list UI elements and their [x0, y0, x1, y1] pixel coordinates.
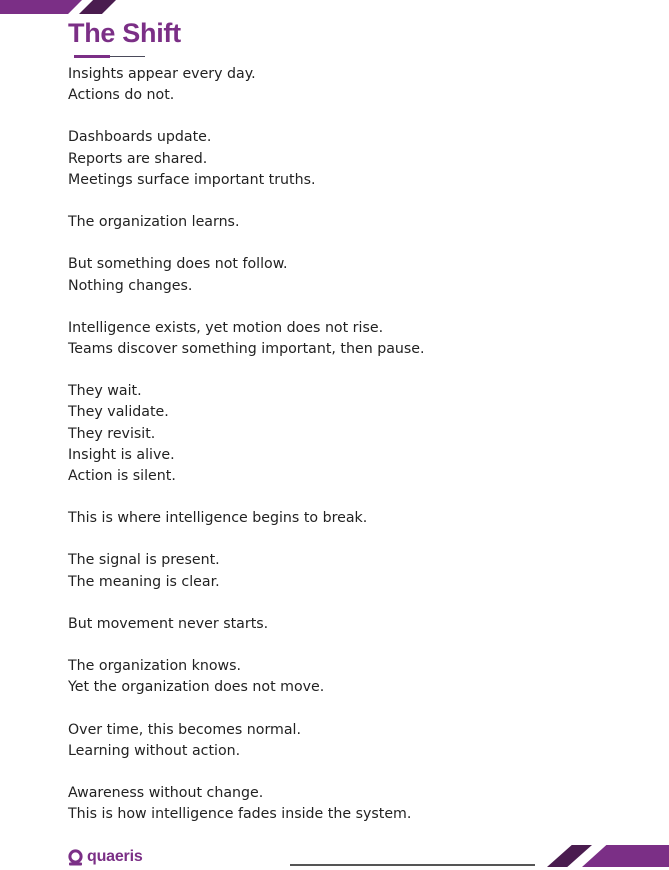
text-line: This is where intelligence begins to break.: [68, 510, 368, 527]
quaeris-q-logo-icon: [67, 849, 84, 866]
text-line: Over time, this becomes normal.: [68, 721, 301, 738]
text-line: Actions do not.: [68, 87, 175, 104]
text-line: The organization learns.: [68, 214, 240, 231]
text-line: The signal is present.: [68, 552, 220, 569]
text-line: Dashboards update.: [68, 129, 212, 146]
paragraph: [68, 720, 628, 762]
paragraph: [68, 656, 628, 698]
top-left-brand-stripe: [79, 0, 116, 14]
paragraph: [68, 127, 628, 190]
paragraph: [68, 508, 628, 529]
text-line: They revisit.: [68, 425, 156, 442]
text-line: The organization knows.: [68, 658, 242, 675]
logo-text: quaeris: [87, 848, 143, 865]
text-line: Reports are shared.: [68, 150, 208, 167]
paragraph: [68, 254, 628, 296]
text-line: Intelligence exists, yet motion does not rise.: [68, 319, 384, 336]
paragraph: [68, 550, 628, 592]
text-line: Learning without action.: [68, 742, 241, 759]
paragraph: [68, 318, 628, 360]
text-line: Teams discover something important, then pause.: [68, 340, 425, 357]
text-line: Yet the organization does not move.: [68, 679, 325, 696]
top-left-brand-band: [0, 0, 82, 14]
text-line: This is how intelligence fades inside the system.: [68, 806, 412, 823]
text-line: Insights appear every day.: [68, 66, 256, 82]
title-underline-accent: [74, 55, 110, 58]
body-text: [68, 64, 628, 825]
bottom-right-brand-stripe: [547, 845, 592, 867]
text-line: But something does not follow.: [68, 256, 288, 273]
text-line: But movement never starts.: [68, 615, 269, 632]
text-line: Insight is alive.: [68, 446, 175, 463]
text-line: Nothing changes.: [68, 277, 193, 294]
text-line: They wait.: [68, 383, 142, 400]
paragraph: [68, 614, 628, 635]
paragraph: [68, 212, 628, 233]
text-line: Meetings surface important truths.: [68, 171, 316, 188]
text-line: The meaning is clear.: [68, 573, 220, 590]
page-title: The Shift: [68, 18, 181, 48]
paragraph: [68, 64, 628, 106]
paragraph: [68, 783, 628, 825]
text-line: Action is silent.: [68, 467, 176, 484]
text-line: Awareness without change.: [68, 785, 264, 802]
footer-logo: [67, 847, 143, 867]
bottom-right-brand-band: [582, 845, 669, 867]
paragraph: [68, 381, 628, 487]
title-underline-rule: [110, 56, 145, 57]
text-line: They validate.: [68, 404, 169, 421]
footer-rule: [290, 864, 535, 866]
